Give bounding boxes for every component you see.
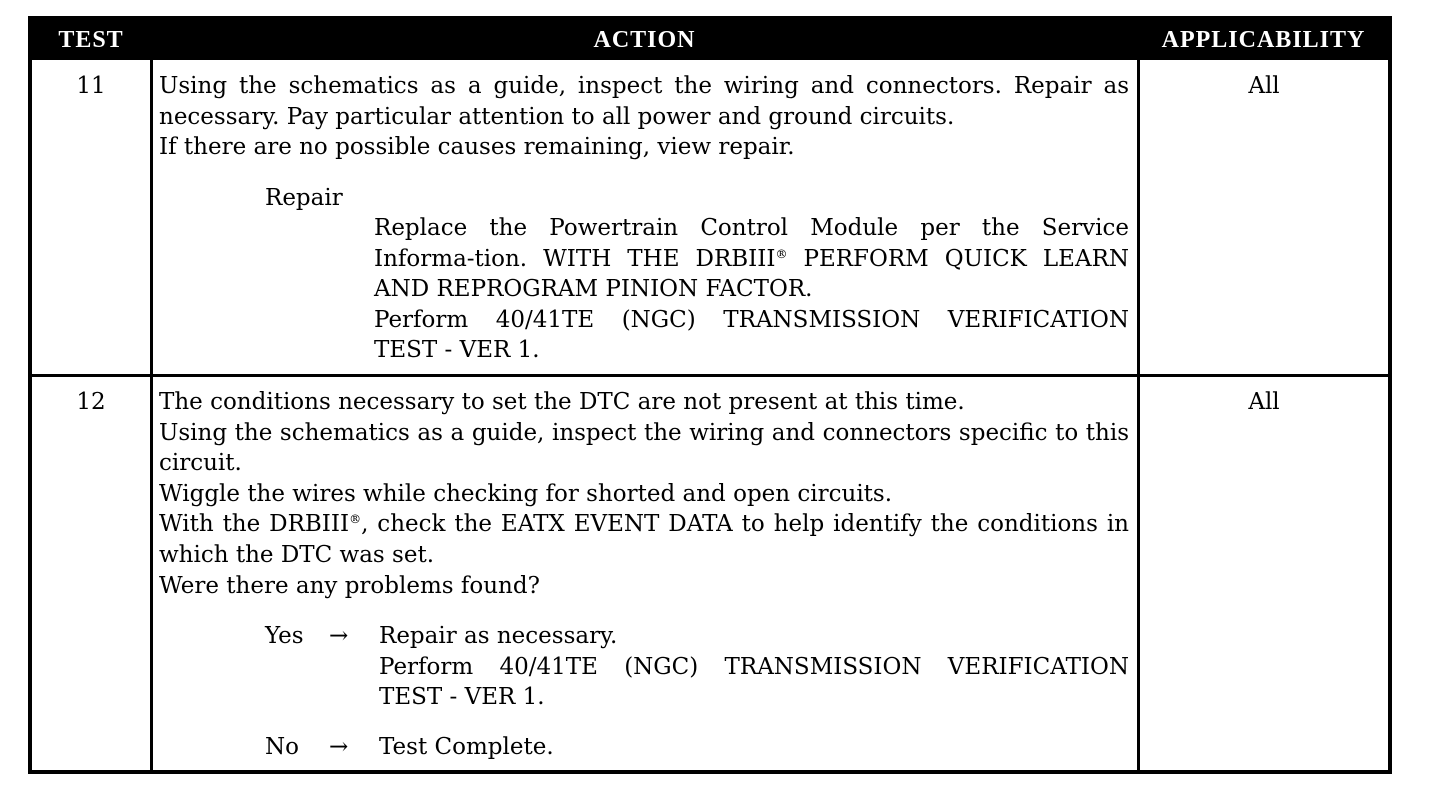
row-11-action-text: Using the schematics as a guide, inspect the wiring and connectors. Repair as necessary. Pay particular attention to all power and ground circuits. — [159, 73, 1129, 130]
row-11-test-number: 11 — [76, 73, 106, 99]
row-11-repair-instruction: Replace the Powertrain Control Module per the Service Informa-tion. WITH THE DRBIII® PERFORM QUICK LEARN AND REPROGRAM PINION FACTOR. — [374, 215, 1130, 303]
row-11-action — [159, 71, 1129, 163]
row-12-yes-arrow-icon: → — [329, 623, 349, 649]
row-11-verification-line: Perform 40/41TE (NGC) TRANSMISSION VERIFICATION — [374, 306, 1129, 333]
table-header — [32, 20, 1388, 60]
column-divider-1 — [150, 60, 153, 770]
diagnostic-table — [28, 16, 1392, 774]
registered-mark: ® — [349, 512, 362, 527]
row-12-yes-label: Yes — [265, 623, 304, 649]
row-12-applicability: All — [1248, 389, 1280, 415]
row-divider — [32, 374, 1388, 377]
header-test: TEST — [58, 27, 124, 53]
row-12-no-label: No — [265, 734, 299, 760]
header-action: ACTION — [593, 27, 696, 53]
row-12-yes-verification-2: TEST - VER 1. — [379, 684, 545, 711]
header-applicability: APPLICABILITY — [1161, 27, 1366, 53]
registered-mark: ® — [775, 246, 788, 261]
row-12-yes-instruction: Repair as necessary. — [379, 623, 618, 649]
row-11-repair-text — [374, 213, 1129, 366]
row-12-action — [159, 387, 1129, 601]
row-12-line-1: The conditions necessary to set the DTC are not present at this time. — [159, 389, 965, 415]
row-12-line-5: Were there any problems found? — [159, 572, 540, 599]
row-11-verification-line-2: TEST - VER 1. — [374, 337, 540, 364]
row-12-test-number: 12 — [76, 389, 106, 415]
row-12-line-2: Using the schematics as a guide, inspect the wiring and connectors specific to this circuit. — [159, 419, 1129, 477]
row-12-line-3: Wiggle the wires while checking for shorted and open circuits. — [159, 480, 893, 507]
row-12-yes-text — [379, 621, 1129, 713]
row-11-applicability: All — [1248, 73, 1280, 99]
row-12-yes-verification: Perform 40/41TE (NGC) TRANSMISSION VERIFICATION — [379, 653, 1129, 680]
row-11-repair-label: Repair — [265, 185, 343, 211]
row-12-no-arrow-icon: → — [329, 734, 349, 760]
row-12-no-text: Test Complete. — [379, 734, 554, 760]
row-11-action-text-2: If there are no possible causes remaining, view repair. — [159, 134, 795, 161]
row-12-line-4: With the DRBIII®, check the EATX EVENT DATA to help identify the conditions in which the DTC was set. — [159, 511, 1129, 568]
